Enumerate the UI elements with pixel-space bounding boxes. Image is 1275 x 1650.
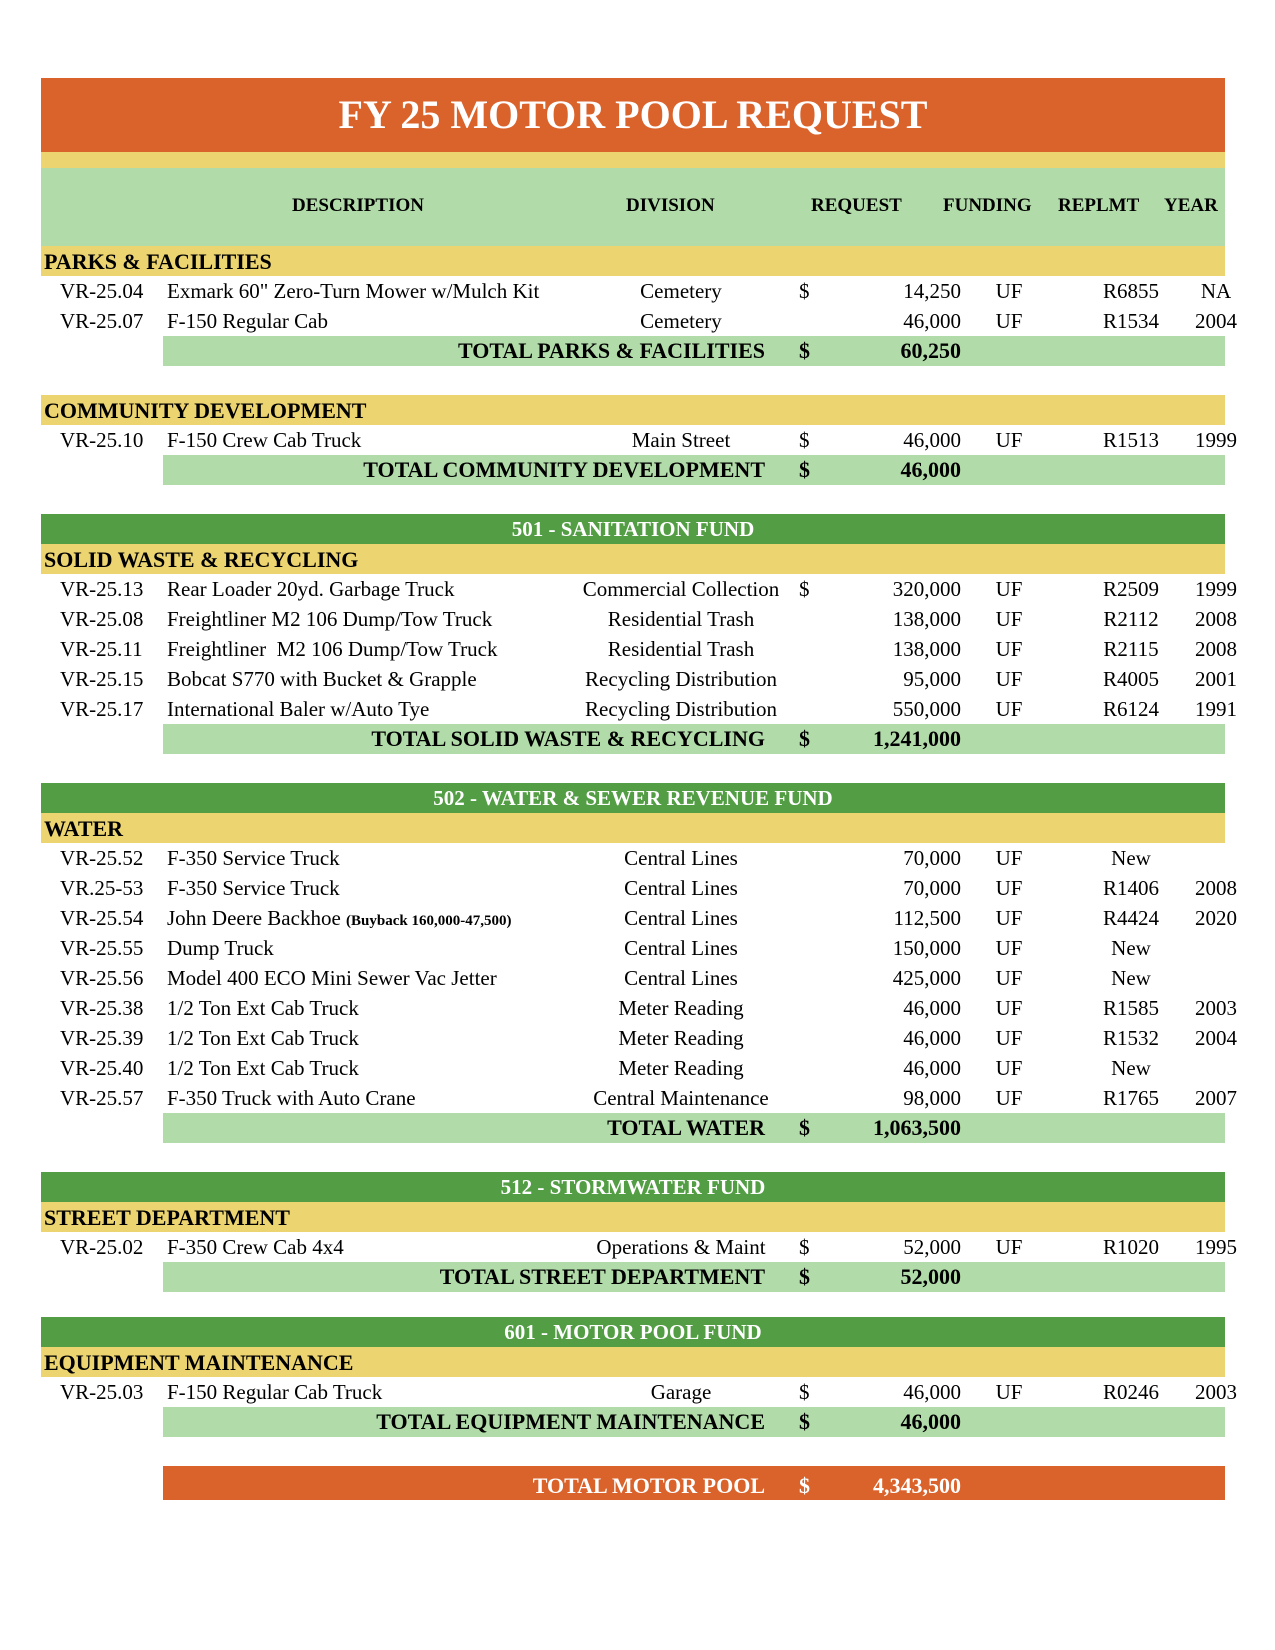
grand-total-label: TOTAL MOTOR POOL: [532, 1473, 765, 1498]
section-total-row: [163, 1262, 1225, 1292]
table-row: [41, 903, 1237, 933]
table-row: [41, 1023, 1237, 1053]
funding-code: UF: [995, 1026, 1023, 1050]
funding-code: UF: [995, 607, 1023, 631]
vehicle-year: 2007: [1195, 1086, 1237, 1110]
request-amount: 138,000: [892, 637, 961, 661]
vehicle-division: Recycling Distribution: [585, 697, 777, 721]
page-title: FY 25 MOTOR POOL REQUEST: [41, 78, 1225, 152]
funding-code: UF: [995, 577, 1023, 601]
replacement-id: R4005: [1102, 667, 1159, 691]
funding-code: UF: [995, 309, 1023, 333]
title-divider: [41, 152, 1225, 168]
currency-sign: $: [799, 279, 810, 303]
currency-sign: $: [799, 1264, 810, 1289]
replacement-id: R1513: [1102, 428, 1159, 452]
vehicle-description: 1/2 Ton Ext Cab Truck: [167, 996, 359, 1020]
vehicle-id: VR-25.03: [60, 1380, 144, 1404]
vehicle-division: Central Maintenance: [593, 1086, 769, 1110]
total-label: TOTAL EQUIPMENT MAINTENANCE: [376, 1409, 765, 1434]
table-row: [41, 604, 1237, 634]
section-total-row: [163, 455, 1225, 485]
request-amount: 98,000: [903, 1086, 961, 1110]
section-water-sewer-fund: [41, 783, 1237, 1143]
vehicle-description: International Baler w/Auto Tye: [167, 697, 430, 721]
vehicle-description: Freightliner M2 106 Dump/Tow Truck: [167, 607, 493, 631]
vehicle-division: Meter Reading: [618, 1056, 744, 1080]
funding-code: UF: [995, 966, 1023, 990]
total-label: TOTAL STREET DEPARTMENT: [439, 1264, 765, 1289]
vehicle-description: Exmark 60" Zero-Turn Mower w/Mulch Kit: [167, 279, 540, 303]
replacement-id: New: [1111, 1056, 1151, 1080]
total-amount: 1,241,000: [873, 726, 961, 751]
request-amount: 150,000: [892, 936, 961, 960]
vehicle-division: Residential Trash: [607, 637, 755, 661]
currency-sign: $: [799, 1235, 810, 1259]
replacement-id: R1532: [1102, 1026, 1159, 1050]
vehicle-division: Main Street: [631, 428, 731, 452]
funding-code: UF: [995, 936, 1023, 960]
vehicle-year: 2004: [1195, 309, 1237, 333]
request-amount: 70,000: [903, 876, 961, 900]
vehicle-year: 2003: [1195, 996, 1237, 1020]
vehicle-id: VR-25.11: [60, 637, 143, 661]
vehicle-division: Residential Trash: [607, 607, 755, 631]
funding-code: UF: [995, 1086, 1023, 1110]
section-stormwater-fund: [41, 1172, 1237, 1292]
request-amount: 550,000: [892, 697, 961, 721]
section-sanitation-fund: [41, 514, 1237, 754]
vehicle-id: VR-25.40: [60, 1056, 144, 1080]
funding-code: UF: [995, 697, 1023, 721]
request-amount: 46,000: [903, 1056, 961, 1080]
funding-code: UF: [995, 1235, 1023, 1259]
column-header-year: YEAR: [1164, 195, 1218, 216]
fund-header: 501 - SANITATION FUND: [41, 514, 1225, 544]
table-row: [41, 993, 1237, 1023]
total-label: TOTAL COMMUNITY DEVELOPMENT: [363, 457, 765, 482]
total-label: TOTAL SOLID WASTE & RECYCLING: [371, 726, 765, 751]
funding-code: UF: [995, 996, 1023, 1020]
vehicle-id: VR-25.17: [60, 697, 144, 721]
currency-sign: $: [799, 457, 810, 482]
column-header-row: [41, 168, 1225, 246]
department-header: SOLID WASTE & RECYCLING: [41, 544, 1225, 574]
currency-sign: $: [799, 1115, 810, 1140]
department-header: COMMUNITY DEVELOPMENT: [41, 395, 1225, 425]
funding-code: UF: [995, 846, 1023, 870]
replacement-id: R6124: [1102, 697, 1159, 721]
replacement-id: R1406: [1102, 876, 1159, 900]
vehicle-division: Cemetery: [640, 279, 722, 303]
funding-code: UF: [995, 906, 1023, 930]
request-amount: 52,000: [903, 1235, 961, 1259]
vehicle-year: 2008: [1195, 637, 1237, 661]
funding-code: UF: [995, 637, 1023, 661]
replacement-id: R1765: [1102, 1086, 1159, 1110]
funding-code: UF: [995, 428, 1023, 452]
section-total-row: [163, 1113, 1225, 1143]
vehicle-description: F-350 Service Truck: [167, 876, 340, 900]
replacement-id: R2115: [1103, 637, 1159, 661]
vehicle-year: 2004: [1195, 1026, 1237, 1050]
vehicle-id: VR-25.08: [60, 607, 144, 631]
column-header-description: DESCRIPTION: [292, 195, 424, 216]
vehicle-division: Central Lines: [624, 846, 738, 870]
column-header-division: DIVISION: [626, 195, 715, 216]
vehicle-description: Dump Truck: [167, 936, 274, 960]
vehicle-year: 2008: [1195, 607, 1237, 631]
replacement-id: New: [1111, 846, 1151, 870]
vehicle-division: Central Lines: [624, 966, 738, 990]
funding-code: UF: [995, 1380, 1023, 1404]
vehicle-description: 1/2 Ton Ext Cab Truck: [167, 1056, 359, 1080]
table-row: [41, 1083, 1237, 1113]
vehicle-division: Central Lines: [624, 936, 738, 960]
grand-total-row: [163, 1466, 1225, 1500]
vehicle-division: Central Lines: [624, 876, 738, 900]
department-header: WATER: [41, 813, 1225, 843]
currency-sign: $: [799, 1409, 810, 1434]
buyback-note: (Buyback 160,000-47,500): [346, 913, 512, 929]
vehicle-id: VR-25.55: [60, 936, 144, 960]
request-amount: 46,000: [903, 996, 961, 1020]
vehicle-id: VR-25.56: [60, 966, 144, 990]
table-row: [41, 1053, 1225, 1083]
section-motor-pool-fund: [41, 1317, 1237, 1437]
request-amount: 46,000: [903, 1380, 961, 1404]
vehicle-year: 1991: [1195, 697, 1237, 721]
total-label: TOTAL WATER: [607, 1115, 765, 1140]
vehicle-id: VR-25.52: [60, 846, 144, 870]
total-amount: 46,000: [900, 457, 961, 482]
vehicle-description: F-350 Truck with Auto Crane: [167, 1086, 416, 1110]
vehicle-id: VR-25.02: [60, 1235, 144, 1259]
vehicle-division: Meter Reading: [618, 996, 744, 1020]
vehicle-id: VR-25.04: [60, 279, 144, 303]
vehicle-year: 1999: [1195, 428, 1237, 452]
grand-total-amount: 4,343,500: [873, 1473, 961, 1498]
total-amount: 52,000: [900, 1264, 961, 1289]
vehicle-id: VR-25.13: [60, 577, 144, 601]
request-amount: 14,250: [903, 279, 961, 303]
request-amount: 95,000: [903, 667, 961, 691]
request-amount: 425,000: [892, 966, 961, 990]
replacement-id: New: [1111, 966, 1151, 990]
currency-sign: $: [799, 428, 810, 452]
section-total-row: [163, 336, 1225, 366]
request-amount: 112,500: [893, 906, 961, 930]
table-row: [41, 963, 1225, 993]
vehicle-description: F-150 Regular Cab Truck: [167, 1380, 383, 1404]
section-total-row: [163, 724, 1225, 754]
currency-sign: $: [799, 1473, 810, 1498]
table-row: [41, 694, 1237, 724]
request-amount: 70,000: [903, 846, 961, 870]
funding-code: UF: [995, 876, 1023, 900]
request-amount: 46,000: [903, 1026, 961, 1050]
vehicle-description: F-150 Regular Cab: [167, 309, 328, 333]
currency-sign: $: [799, 577, 810, 601]
table-row: [41, 664, 1237, 694]
vehicle-division: Recycling Distribution: [585, 667, 777, 691]
vehicle-description-text: John Deere Backhoe: [167, 906, 341, 930]
vehicle-division: Garage: [650, 1380, 712, 1404]
table-row: [41, 873, 1237, 903]
funding-code: UF: [995, 279, 1023, 303]
department-header: EQUIPMENT MAINTENANCE: [41, 1347, 1225, 1377]
vehicle-division: Operations & Maint: [596, 1235, 766, 1259]
table-row: [41, 306, 1237, 336]
department-header: PARKS & FACILITIES: [41, 246, 1225, 276]
replacement-id: R6855: [1102, 279, 1159, 303]
column-header-request: REQUEST: [811, 195, 902, 216]
table-row: [41, 634, 1237, 664]
vehicle-year: 1999: [1195, 577, 1237, 601]
table-row: [41, 1232, 1237, 1262]
vehicle-description: F-350 Crew Cab 4x4: [167, 1235, 344, 1259]
vehicle-id: VR-25.54: [60, 906, 144, 930]
table-row: [41, 843, 1225, 873]
vehicle-id: VR-25.39: [60, 1026, 144, 1050]
vehicle-division: Central Lines: [624, 906, 738, 930]
request-amount: 46,000: [903, 309, 961, 333]
fund-header: 512 - STORMWATER FUND: [41, 1172, 1225, 1202]
request-amount: 138,000: [892, 607, 961, 631]
vehicle-year: 2008: [1195, 876, 1237, 900]
vehicle-description: Bobcat S770 with Bucket & Grapple: [167, 667, 477, 691]
total-amount: 60,250: [900, 338, 961, 363]
funding-code: UF: [995, 667, 1023, 691]
vehicle-year: 2020: [1195, 906, 1237, 930]
total-amount: 46,000: [900, 1409, 961, 1434]
column-header-funding: FUNDING: [943, 195, 1032, 216]
currency-sign: $: [799, 1380, 810, 1404]
replacement-id: R2509: [1102, 577, 1159, 601]
column-header-replmt: REPLMT: [1058, 195, 1140, 216]
vehicle-id: VR-25.10: [60, 428, 144, 452]
section-total-row: [163, 1407, 1225, 1437]
vehicle-description: Rear Loader 20yd. Garbage Truck: [167, 577, 455, 601]
vehicle-description: Freightliner M2 106 Dump/Tow Truck: [167, 637, 498, 661]
table-row: [41, 933, 1225, 963]
vehicle-year: 2003: [1195, 1380, 1237, 1404]
funding-code: UF: [995, 1056, 1023, 1080]
vehicle-year: NA: [1200, 279, 1232, 303]
section-community-development: [41, 395, 1237, 485]
table-row: [41, 276, 1232, 306]
request-amount: 46,000: [903, 428, 961, 452]
currency-sign: $: [799, 338, 810, 363]
vehicle-id: VR-25.07: [60, 309, 144, 333]
table-row: [41, 574, 1237, 604]
vehicle-division: Cemetery: [640, 309, 722, 333]
department-header: STREET DEPARTMENT: [41, 1202, 1225, 1232]
vehicle-year: 2001: [1195, 667, 1237, 691]
vehicle-description: F-350 Service Truck: [167, 846, 340, 870]
replacement-id: New: [1111, 936, 1151, 960]
vehicle-year: 1995: [1195, 1235, 1237, 1259]
table-row: [41, 425, 1237, 455]
vehicle-division: Commercial Collection: [582, 577, 780, 601]
vehicle-id: VR-25.38: [60, 996, 144, 1020]
request-amount: 320,000: [892, 577, 961, 601]
currency-sign: $: [799, 726, 810, 751]
fund-header: 502 - WATER & SEWER REVENUE FUND: [41, 783, 1225, 813]
vehicle-description: Model 400 ECO Mini Sewer Vac Jetter: [167, 966, 497, 990]
total-label: TOTAL PARKS & FACILITIES: [457, 338, 765, 363]
fund-header: 601 - MOTOR POOL FUND: [41, 1317, 1225, 1347]
replacement-id: R2112: [1103, 607, 1159, 631]
motor-pool-sheet: [41, 78, 1237, 1500]
replacement-id: R0246: [1102, 1380, 1159, 1404]
replacement-id: R1585: [1102, 996, 1159, 1020]
replacement-id: R1534: [1102, 309, 1159, 333]
vehicle-id: VR-25.57: [60, 1086, 144, 1110]
vehicle-description: 1/2 Ton Ext Cab Truck: [167, 1026, 359, 1050]
section-parks-facilities: [41, 246, 1237, 366]
replacement-id: R1020: [1102, 1235, 1159, 1259]
vehicle-id: VR-25.15: [60, 667, 144, 691]
total-amount: 1,063,500: [873, 1115, 961, 1140]
table-row: [41, 1377, 1237, 1407]
replacement-id: R4424: [1102, 906, 1159, 930]
vehicle-description: F-150 Crew Cab Truck: [167, 428, 362, 452]
vehicle-description: [167, 903, 511, 936]
vehicle-division: Meter Reading: [618, 1026, 744, 1050]
vehicle-id: VR.25-53: [60, 876, 144, 900]
